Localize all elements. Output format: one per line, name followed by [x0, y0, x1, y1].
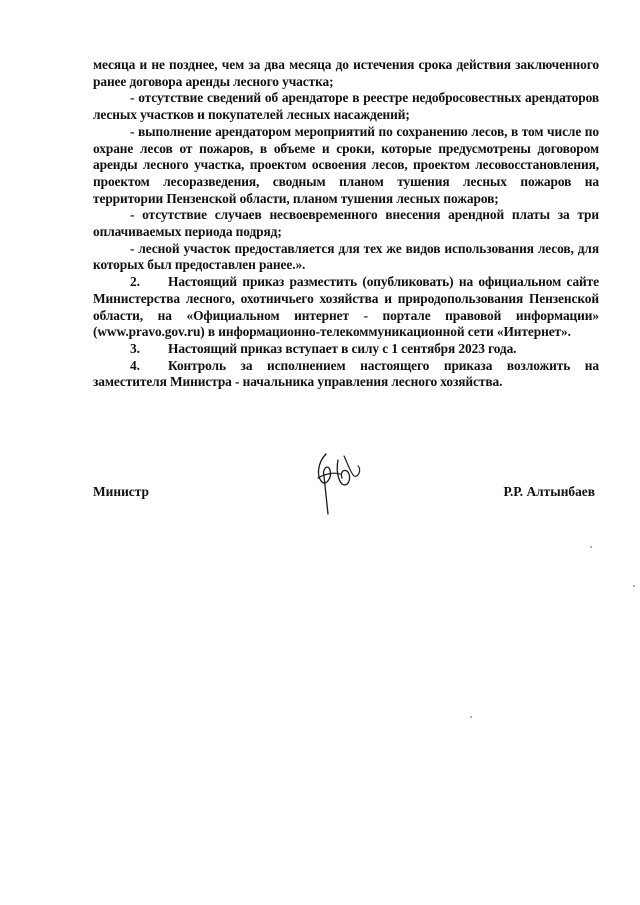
scan-speck: [590, 546, 592, 548]
paragraph-continuation: месяца и не позднее, чем за два месяца до истечения срока действия заключенного ранее договора аренды лесного участка;: [93, 57, 599, 89]
item-number: 4.: [130, 357, 140, 373]
document-body: [93, 57, 599, 391]
item-text: Настоящий приказ вступает в силу с 1 сентября 2023 года.: [168, 340, 517, 356]
item-text: Настоящий приказ разместить (опубликовать) на официальном сайте Министерства лесного, охотничьего хозяйства и природопользования Пензенской области, на «Официальном интернет - портале правовой информации» (www.pravo.gov.ru) в информационно-телекоммуникационной сети «Интернет».: [93, 274, 599, 340]
scan-speck: [470, 716, 472, 718]
paragraph-condition-same-use: - лесной участок предоставляется для тех же видов использования лесов, для которых был предоставлен ранее.».: [93, 240, 599, 273]
item-number: 2.: [130, 274, 140, 290]
paragraph-condition-forest-protection: - выполнение арендатором мероприятий по сохранению лесов, в том числе по охране лесов от пожаров, в объеме и сроки, которые предусмотрены договором аренды лесного участка, проектом освоения лесов, проектом лесовосстановления, проектом лесоразведения, сводным планом тушения лесных пожаров на территории Пензенской области, планом тушения лесных пожаров;: [93, 123, 599, 206]
handwritten-signature: [308, 448, 368, 520]
signatory-title: Министр: [93, 484, 149, 499]
paragraph-condition-registry: - отсутствие сведений об арендаторе в реестре недобросовестных арендаторов лесных участков и покупателей лесных насаждений;: [93, 90, 599, 123]
item-text: Контроль за исполнением настоящего приказа возложить на заместителя Министра - начальника управления лесного хозяйства.: [93, 357, 599, 390]
scan-speck: [633, 585, 635, 587]
signatory-name: Р.Р. Алтынбаев: [503, 484, 595, 499]
paragraph-condition-payments: - отсутствие случаев несвоевременного внесения арендной платы за три оплачиваемых периода подряд;: [93, 207, 599, 240]
paragraph-item-2: [93, 274, 599, 341]
paragraph-item-3: [93, 341, 599, 358]
paragraph-item-4: [93, 358, 599, 391]
item-number: 3.: [130, 340, 140, 356]
